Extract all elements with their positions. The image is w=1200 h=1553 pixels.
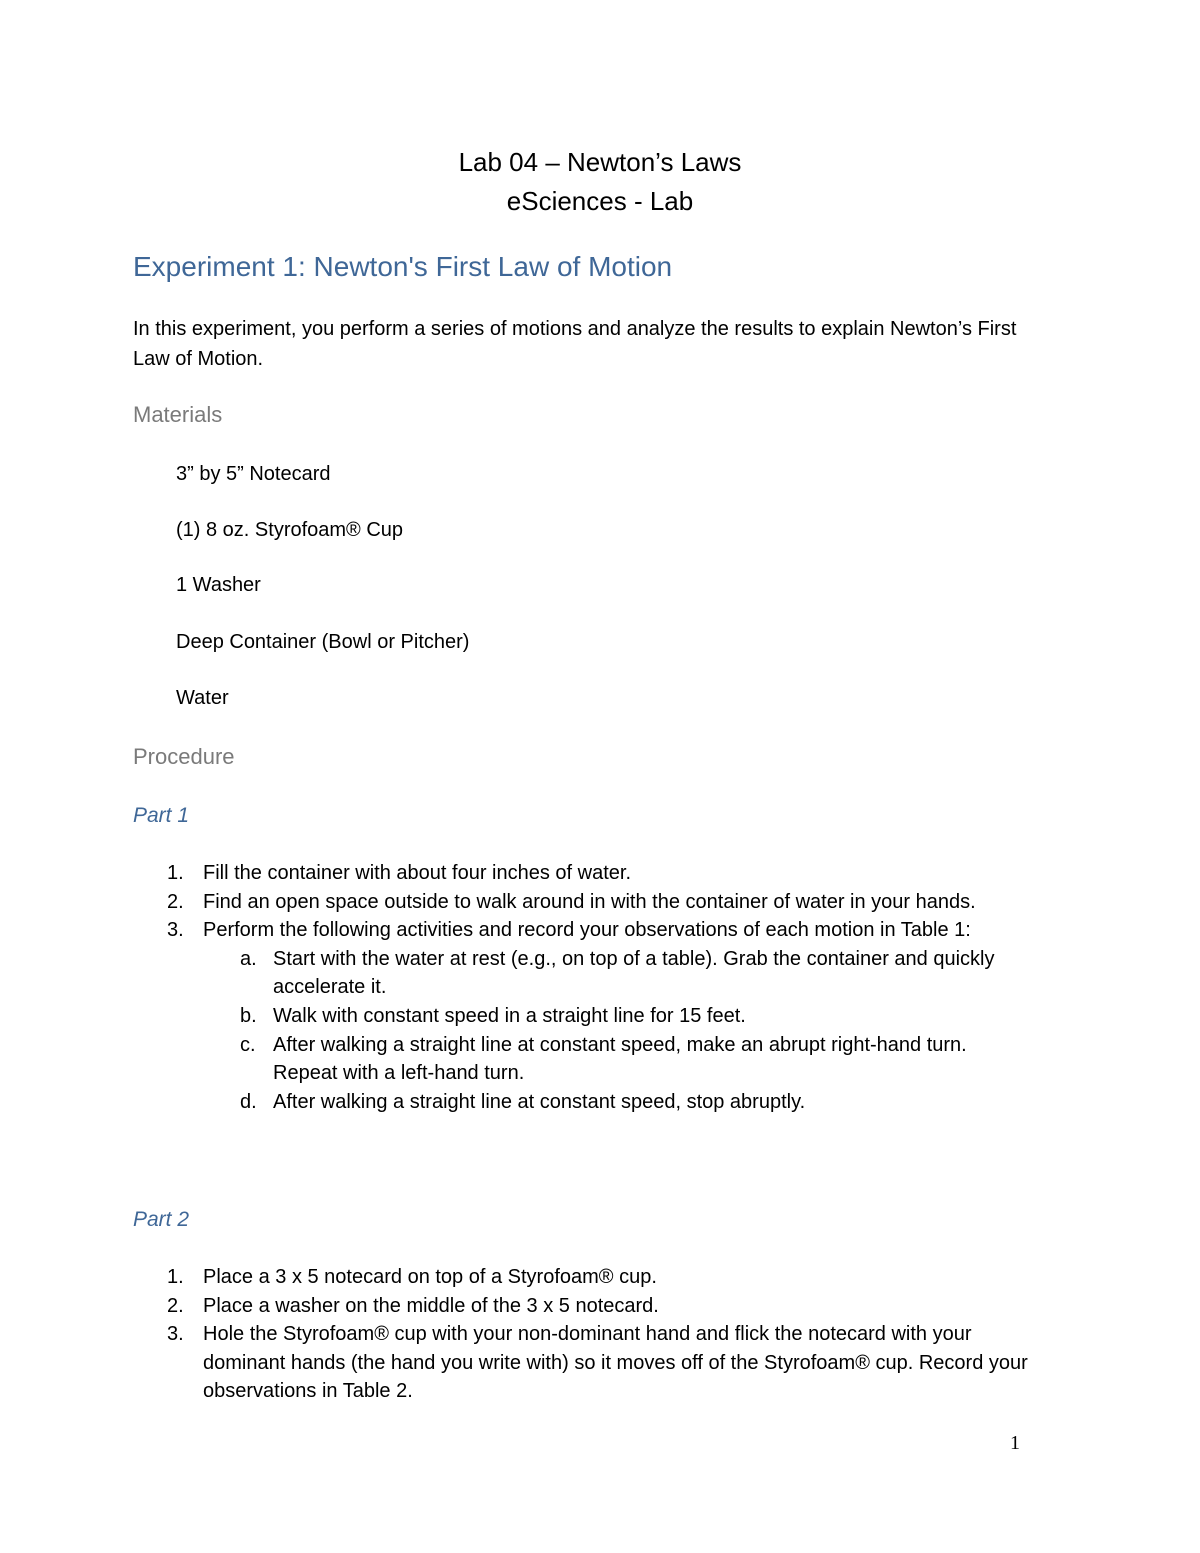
step-number: 2. xyxy=(167,890,184,913)
material-item: Water xyxy=(176,687,229,709)
list-item xyxy=(133,888,1033,917)
substep-text: Walk with constant speed in a straight line for 15 feet. xyxy=(273,1004,746,1027)
step-number: 2. xyxy=(167,1294,184,1317)
part1-step-list xyxy=(133,859,1033,1116)
step-text: Find an open space outside to walk around in with the container of water in your hands. xyxy=(203,890,976,913)
substep-letter: c. xyxy=(240,1033,256,1056)
substep-text: After walking a straight line at constant speed, make an abrupt right-hand turn. Repeat with a left-hand turn. xyxy=(273,1033,967,1085)
substep-letter: a. xyxy=(240,947,257,970)
step-text: Place a washer on the middle of the 3 x 5 notecard. xyxy=(203,1294,659,1317)
step-number: 3. xyxy=(167,919,184,942)
list-item xyxy=(203,1088,1033,1117)
material-item: Deep Container (Bowl or Pitcher) xyxy=(176,631,470,653)
substep-letter: d. xyxy=(240,1090,257,1113)
list-item xyxy=(133,1263,1033,1292)
document-subtitle: eSciences - Lab xyxy=(506,186,694,216)
experiment-intro: In this experiment, you perform a series of motions and analyze the results to explain Newton’s First Law of Motion. xyxy=(133,318,1017,370)
part2-step-list xyxy=(133,1263,1033,1406)
step-number: 1. xyxy=(167,1266,184,1288)
list-item xyxy=(203,945,1033,1002)
part1-substep-list xyxy=(203,945,1033,1117)
material-item: 1 Washer xyxy=(176,574,261,596)
page-number: 1 xyxy=(1010,1432,1020,1454)
experiment-heading: Experiment 1: Newton's First Law of Motion xyxy=(133,251,673,282)
step-text: Place a 3 x 5 notecard on top of a Styrofoam® cup. xyxy=(203,1266,657,1288)
step-text: Hole the Styrofoam® cup with your non-dominant hand and flick the notecard with your dominant hands (the hand you write with) so it moves off of the Styrofoam® cup. Record your observations in Table 2. xyxy=(203,1323,1028,1403)
list-item xyxy=(133,859,1033,888)
substep-text: Start with the water at rest (e.g., on top of a table). Grab the container and quickly accelerate it. xyxy=(273,947,995,999)
list-item xyxy=(133,916,1033,1116)
part2-heading: Part 2 xyxy=(133,1208,190,1231)
list-item xyxy=(203,1031,1033,1088)
substep-letter: b. xyxy=(240,1004,257,1027)
step-text: Fill the container with about four inches of water. xyxy=(203,862,632,884)
material-item: (1) 8 oz. Styrofoam® Cup xyxy=(176,519,404,541)
list-item xyxy=(133,1292,1033,1321)
material-item: 3” by 5” Notecard xyxy=(176,463,331,485)
procedure-heading: Procedure xyxy=(133,744,235,769)
materials-heading: Materials xyxy=(133,402,223,427)
list-item xyxy=(203,1002,1033,1031)
substep-text: After walking a straight line at constant speed, stop abruptly. xyxy=(273,1090,806,1113)
step-number: 3. xyxy=(167,1323,184,1346)
step-number: 1. xyxy=(167,862,184,884)
part1-heading: Part 1 xyxy=(133,804,190,827)
document-title: Lab 04 – Newton’s Laws xyxy=(458,147,742,177)
list-item xyxy=(133,1320,1033,1406)
step-text: Perform the following activities and record your observations of each motion in Table 1: xyxy=(203,919,971,942)
